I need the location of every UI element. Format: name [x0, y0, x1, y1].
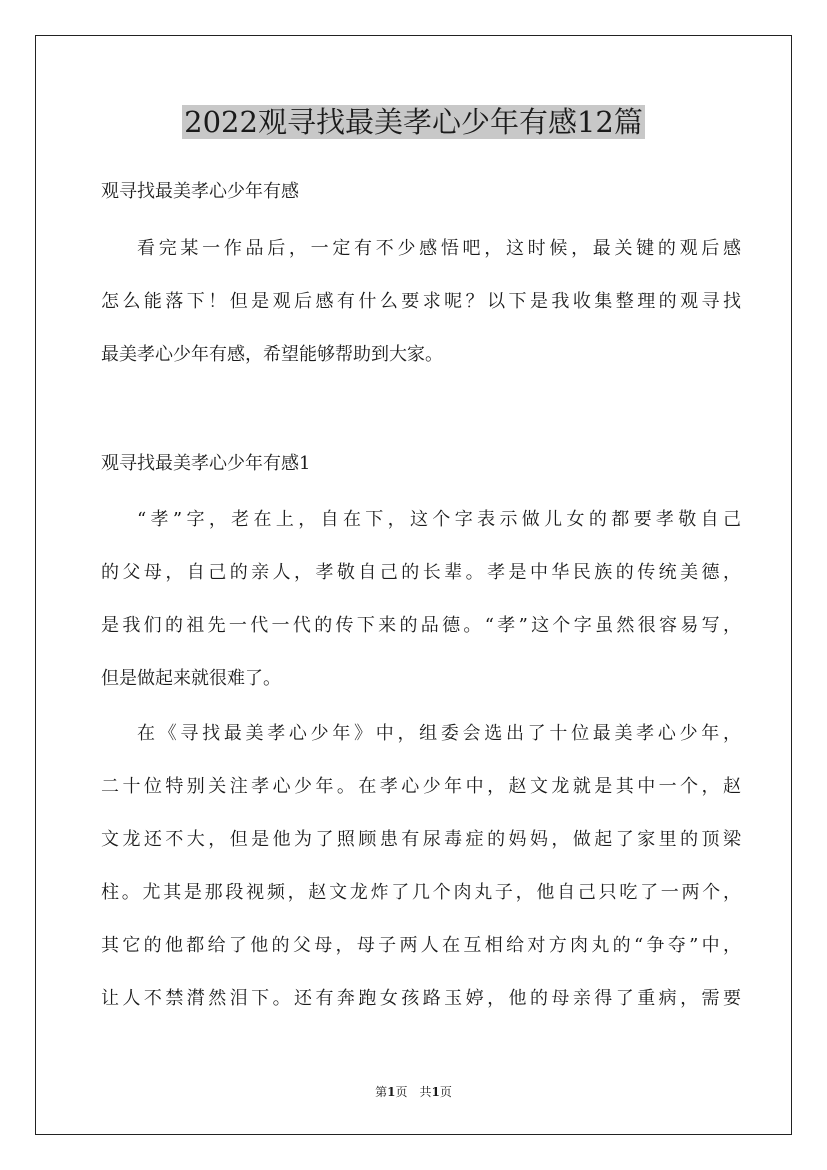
section1-heading: 观寻找最美孝心少年有感1: [101, 453, 311, 474]
footer-suffix: 页: [439, 1085, 452, 1099]
footer-total-pages: 1: [431, 1085, 440, 1099]
intro-paragraph: [101, 222, 741, 381]
intro-line-1: 看完某一作品后，一定有不少感悟吧，这时候，最关键的观后感: [137, 238, 741, 259]
section1-p2-line-2: 二十位特别关注孝心少年。在孝心少年中，赵文龙就是其中一个，赵: [101, 776, 741, 797]
footer-prefix: 第: [375, 1085, 388, 1099]
intro-line-2: 怎么能落下！但是观后感有什么要求呢？以下是我收集整理的观寻找: [101, 291, 741, 312]
section1-paragraph-2: [101, 707, 741, 1025]
footer-page-number: 1: [387, 1085, 396, 1099]
section1-p2-line-6: 让人不禁潸然泪下。还有奔跑女孩路玉婷，他的母亲得了重病，需要: [101, 988, 741, 1009]
section1-p1-line-1: “孝”字，老在上，自在下，这个字表示做儿女的都要孝敬自己: [137, 509, 741, 530]
intro-line-3: 最美孝心少年有感，希望能够帮助到大家。: [101, 344, 443, 365]
section1-p1-line-3: 是我们的祖先一代一代的传下来的品德。“孝”这个字虽然很容易写，: [101, 615, 741, 636]
footer-mid: 页 共: [395, 1085, 432, 1099]
page-footer: [0, 1084, 827, 1100]
section1-p1-line-2: 的父母，自己的亲人，孝敬自己的长辈。孝是中华民族的传统美德，: [101, 562, 741, 583]
document-title-text: 2022观寻找最美孝心少年有感12篇: [184, 105, 643, 139]
section1-p2-line-5: 其它的他都给了他的父母，母子两人在互相给对方肉丸的“争夺”中，: [101, 935, 741, 956]
section1-p2-line-1: 在《寻找最美孝心少年》中，组委会选出了十位最美孝心少年，: [137, 723, 741, 744]
document-title: [0, 98, 827, 146]
section1-paragraph-1: [101, 493, 741, 705]
section1-p2-line-4: 柱。尤其是那段视频，赵文龙炸了几个肉丸子，他自己只吃了一两个，: [101, 882, 741, 903]
section1-p1-line-4: 但是做起来就很难了。: [101, 668, 281, 689]
intro-heading: 观寻找最美孝心少年有感: [101, 181, 299, 202]
section1-p2-line-3: 文龙还不大，但是他为了照顾患有尿毒症的妈妈，做起了家里的顶梁: [101, 829, 741, 850]
